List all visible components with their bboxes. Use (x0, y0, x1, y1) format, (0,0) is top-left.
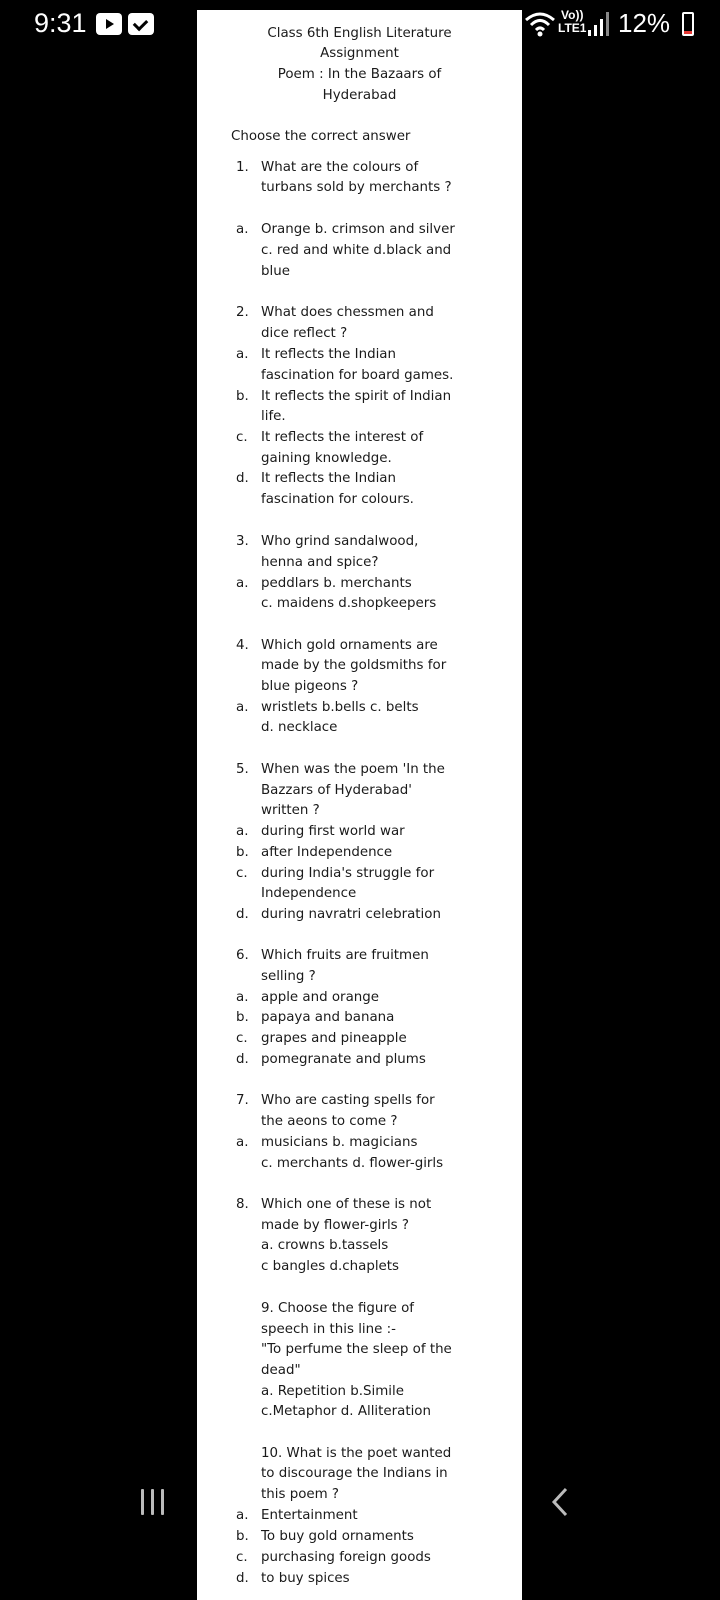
question-line-text: Bazzars of Hyderabad' (261, 783, 412, 798)
question-line-text: c bangles d.chaplets (261, 1259, 399, 1274)
question-line-label: c. (236, 1031, 248, 1046)
document-page[interactable] (197, 10, 522, 1600)
question-line-text: this poem ? (261, 1487, 340, 1502)
question-line-text: peddlars b. merchants (261, 576, 412, 591)
question-line-text: a. Repetition b.Simile (261, 1384, 404, 1399)
question-line-label: b. (236, 1010, 249, 1025)
battery-icon (682, 12, 694, 36)
question-line-text: c. maidens d.shopkeepers (261, 596, 437, 611)
question-line-label: 8. (236, 1197, 249, 1212)
question-line-text: Orange b. crimson and silver (261, 222, 455, 237)
question-line-label: b. (236, 389, 249, 404)
question-line-label: b. (236, 1529, 249, 1544)
youtube-notification-icon (96, 13, 122, 35)
question-line-text: It reflects the Indian (261, 347, 397, 362)
question-line-text: It reflects the interest of (261, 430, 424, 445)
question-line-text: d. necklace (261, 720, 338, 735)
question-line-text: pomegranate and plums (261, 1052, 426, 1067)
question-line-text: c. merchants d. flower-girls (261, 1156, 444, 1171)
doc-instruction: Choose the correct answer (231, 129, 411, 144)
question-line-label: a. (236, 824, 249, 839)
question-line-text: during navratri celebration (261, 907, 441, 922)
question-line-text: papaya and banana (261, 1010, 395, 1025)
question-line-text: a. crowns b.tassels (261, 1238, 389, 1253)
question-line-text: henna and spice? (261, 555, 379, 570)
question-line-text: to buy spices (261, 1571, 350, 1586)
question-line-text: It reflects the Indian (261, 471, 397, 486)
question-line-label: a. (236, 1508, 249, 1523)
question-line-label: a. (236, 222, 249, 237)
question-line-label: 2. (236, 305, 249, 320)
question-line-text: dead" (261, 1363, 301, 1378)
question-line-text: after Independence (261, 845, 393, 860)
question-line-label: a. (236, 347, 249, 362)
question-line-text: written ? (261, 803, 320, 818)
question-line-text: c. red and white d.black and (261, 243, 452, 258)
question-line-text: What does chessmen and (261, 305, 434, 320)
question-line-label: c. (236, 430, 248, 445)
back-button[interactable] (550, 1486, 570, 1518)
question-line-label: d. (236, 907, 249, 922)
question-line-label: 1. (236, 160, 249, 175)
question-line-label: c. (236, 866, 248, 881)
question-line-text: Entertainment (261, 1508, 358, 1523)
question-line-label: 5. (236, 762, 249, 777)
battery-percent: 12% (618, 8, 671, 38)
checkbox-notification-icon (128, 13, 154, 35)
question-line-label: c. (236, 1550, 248, 1565)
question-line-label: a. (236, 700, 249, 715)
network-label: Vo)) LTE1 (558, 8, 587, 35)
question-line-text: life. (261, 409, 286, 424)
recent-apps-button[interactable] (141, 1489, 167, 1515)
question-line-label: 3. (236, 534, 249, 549)
question-line-label: d. (236, 1571, 249, 1586)
question-line-text: When was the poem 'In the (261, 762, 445, 777)
question-line-text: during India's struggle for (261, 866, 435, 881)
question-line-text: 10. What is the poet wanted (261, 1446, 452, 1461)
question-line-label: d. (236, 1052, 249, 1067)
question-line-text: dice reflect ? (261, 326, 348, 341)
question-line-text: Which one of these is not (261, 1197, 432, 1212)
question-line-label: 4. (236, 638, 249, 653)
question-line-text: musicians b. magicians (261, 1135, 418, 1150)
question-line-label: d. (236, 471, 249, 486)
question-line-text: apple and orange (261, 990, 379, 1005)
question-line-text: Independence (261, 886, 357, 901)
question-line-text: To buy gold ornaments (261, 1529, 414, 1544)
question-line-text: Which gold ornaments are (261, 638, 438, 653)
question-line-text: wristlets b.bells c. belts (261, 700, 419, 715)
question-line-label: a. (236, 1135, 249, 1150)
question-line-text: blue pigeons ? (261, 679, 359, 694)
question-line-text: speech in this line :- (261, 1322, 396, 1337)
question-line-text: gaining knowledge. (261, 451, 392, 466)
question-line-text: What are the colours of (261, 160, 419, 175)
question-line-text: fascination for colours. (261, 492, 414, 507)
question-line-text: 9. Choose the figure of (261, 1301, 414, 1316)
question-line-text: turbans sold by merchants ? (261, 180, 452, 195)
question-line-label: 7. (236, 1093, 249, 1108)
doc-subtitle: Assignment (320, 46, 399, 61)
doc-poem-line-2: Hyderabad (322, 88, 397, 103)
clock: 9:31 (34, 8, 87, 38)
wifi-icon (524, 10, 556, 38)
question-line-text: during first world war (261, 824, 405, 839)
question-line-text: Who grind sandalwood, (261, 534, 419, 549)
question-line-text: selling ? (261, 969, 316, 984)
question-line-text: grapes and pineapple (261, 1031, 407, 1046)
doc-title: Class 6th English Literature (267, 26, 452, 41)
question-line-label: 6. (236, 948, 249, 963)
signal-strength-icon (588, 12, 610, 36)
question-line-text: It reflects the spirit of Indian (261, 389, 452, 404)
question-line-label: a. (236, 990, 249, 1005)
question-line-text: Who are casting spells for (261, 1093, 435, 1108)
question-line-text: fascination for board games. (261, 368, 454, 383)
question-line-text: to discourage the Indians in (261, 1466, 448, 1481)
question-line-text: made by the goldsmiths for (261, 658, 447, 673)
question-line-label: a. (236, 576, 249, 591)
question-line-text: "To perfume the sleep of the (261, 1342, 452, 1357)
doc-poem-line: Poem : In the Bazaars of (277, 67, 442, 82)
question-line-text: made by flower-girls ? (261, 1218, 410, 1233)
question-line-label: b. (236, 845, 249, 860)
question-line-text: blue (261, 264, 290, 279)
question-line-text: purchasing foreign goods (261, 1550, 431, 1565)
question-line-text: Which fruits are fruitmen (261, 948, 429, 963)
question-line-text: c.Metaphor d. Alliteration (261, 1404, 431, 1419)
question-line-text: the aeons to come ? (261, 1114, 398, 1129)
